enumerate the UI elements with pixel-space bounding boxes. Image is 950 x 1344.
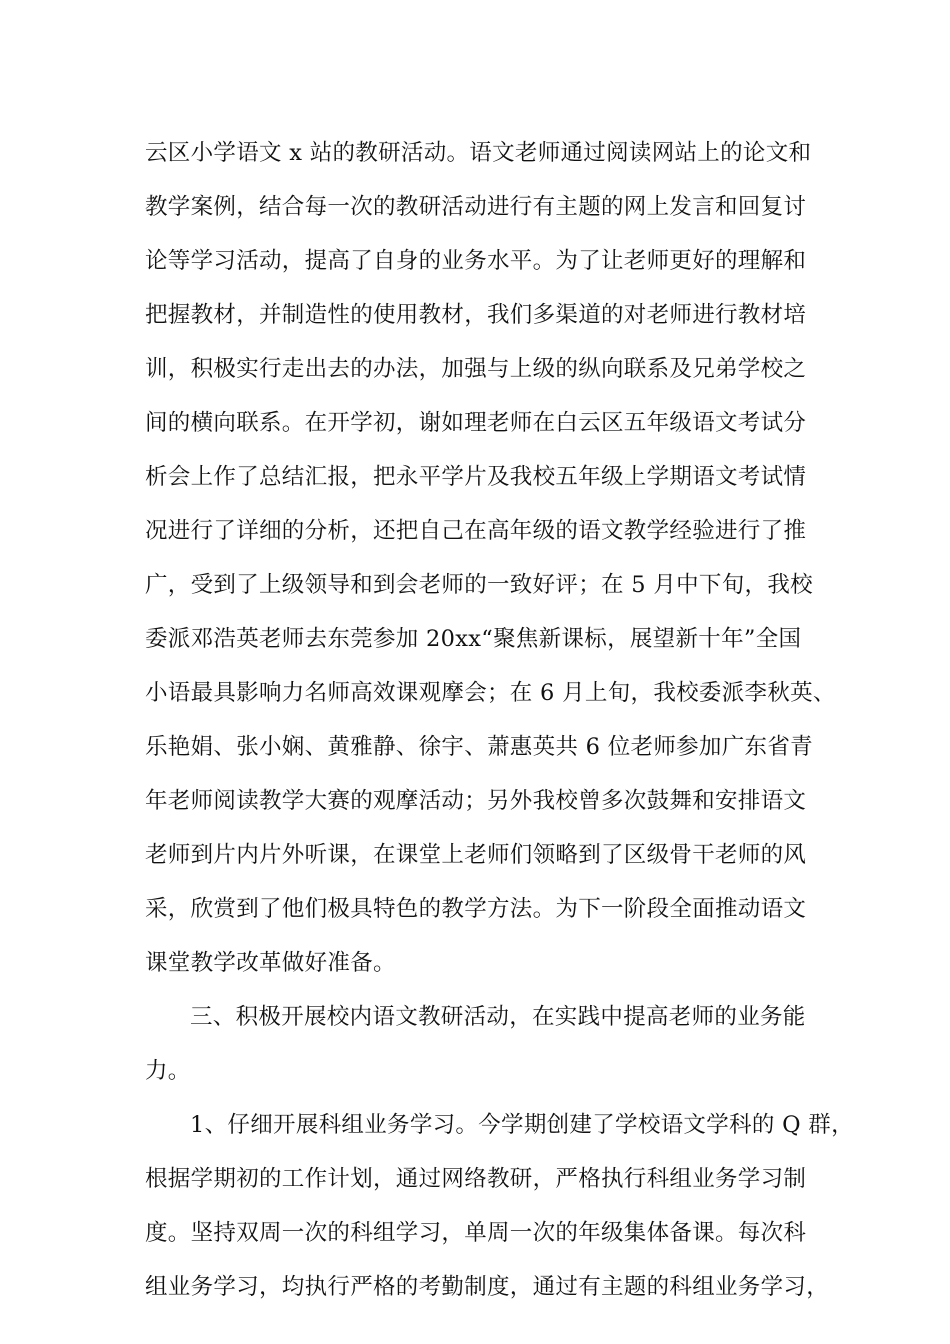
text-line: 间的横向联系。在开学初，谢如理老师在白云区五年级语文考试分 [145,410,807,436]
text-line: 组业务学习，均执行严格的考勤制度，通过有主题的科组业务学习， [145,1274,830,1300]
text-line: 度。坚持双周一次的科组学习，单周一次的年级集体备课。每次科 [145,1220,807,1246]
text-line: 析会上作了总结汇报，把永平学片及我校五年级上学期语文考试情 [145,464,807,490]
text-line: 广，受到了上级领导和到会老师的一致好评；在 5 月中下旬，我校 [145,572,813,598]
text-line: 乐艳娟、张小娴、黄雅静、徐宇、萧惠英共 6 位老师参加广东省青 [145,734,813,760]
text-line: 力。 [145,1058,191,1084]
text-line: 根据学期初的工作计划，通过网络教研，严格执行科组业务学习制 [145,1166,807,1192]
text-line: 论等学习活动，提高了自身的业务水平。为了让老师更好的理解和 [145,248,807,274]
text-line: 把握教材，并制造性的使用教材，我们多渠道的对老师进行教材培 [145,302,807,328]
text-line: 云区小学语文 x 站的教研活动。语文老师通过阅读网站上的论文和 [145,140,812,166]
text-line: 课堂教学改革做好准备。 [145,950,396,976]
text-line: 年老师阅读教学大赛的观摩活动；另外我校曾多次鼓舞和安排语文 [145,788,807,814]
section-heading: 三、积极开展校内语文教研活动，在实践中提高老师的业务能 [190,1004,806,1030]
text-line: 小语最具影响力名师高效课观摩会；在 6 月上旬，我校委派李秋英、 [145,680,836,706]
paragraph-start: 1、仔细开展科组业务学习。今学期创建了学校语文学科的 Q 群， [190,1112,854,1138]
text-line: 训，积极实行走出去的办法，加强与上级的纵向联系及兄弟学校之 [145,356,807,382]
text-line: 况进行了详细的分析，还把自己在高年级的语文教学经验进行了推 [145,518,807,544]
text-line: 老师到片内片外听课，在课堂上老师们领略到了区级骨干老师的风 [145,842,807,868]
text-line: 委派邓浩英老师去东莞参加 20xx“聚焦新课标，展望新十年”全国 [145,626,802,652]
text-line: 教学案例，结合每一次的教研活动进行有主题的网上发言和回复讨 [145,194,807,220]
text-line: 采，欣赏到了他们极具特色的教学方法。为下一阶段全面推动语文 [145,896,807,922]
